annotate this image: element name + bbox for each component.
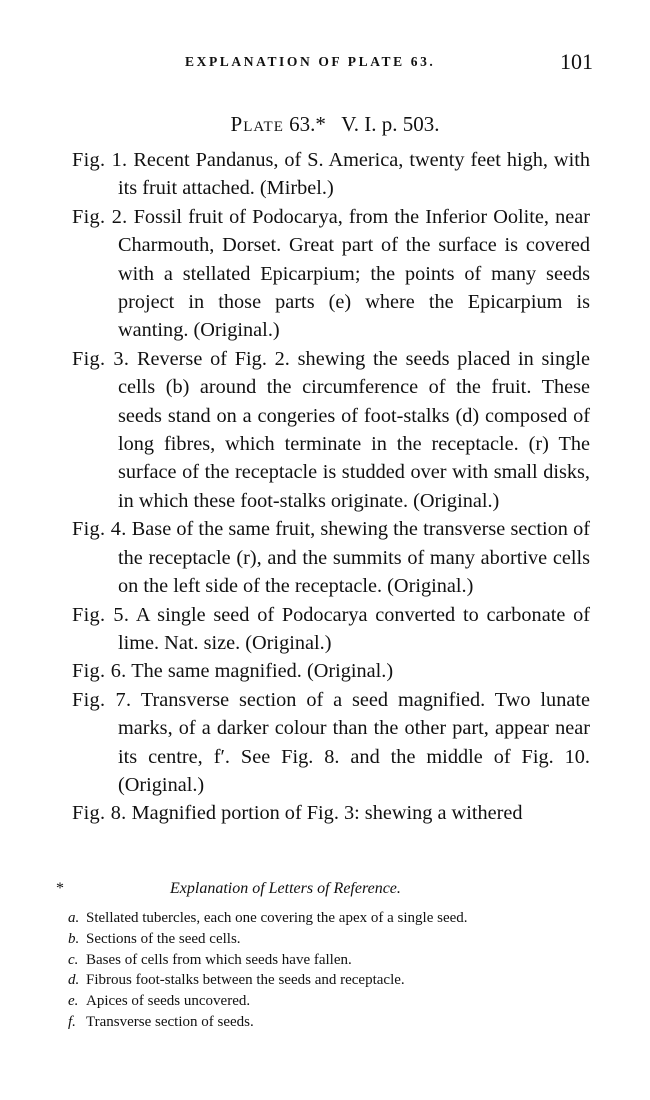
reference-letter: d.	[68, 972, 80, 989]
reference-item	[68, 908, 598, 929]
plate-label: Plate	[230, 112, 284, 136]
reference-text: Fibrous foot-stalks between the seeds and receptacle.	[86, 972, 405, 989]
plate-number: 63.*	[289, 112, 326, 136]
reference-letter: e.	[68, 993, 79, 1010]
figure-entry	[72, 345, 590, 515]
reference-text: Apices of seeds uncovered.	[86, 993, 251, 1010]
figure-label: Fig. 8.	[72, 802, 127, 825]
figure-text: Transverse section of a seed magnified. Two lunate marks, of a darker colour than the other part, appear near its centre, f′. See Fig. 8. and the middle of Fig. 10. (Original.)	[118, 688, 590, 796]
figure-entry	[72, 799, 590, 827]
figure-text: Base of the same fruit, shewing the transverse section of the receptacle (r), and the summits of many abortive cells on the left side of the receptacle. (Original.)	[118, 518, 590, 598]
reference-text: Stellated tubercles, each one covering the apex of a single seed.	[86, 910, 468, 926]
figure-text: A single seed of Podocarya converted to carbonate of lime. Nat. size. (Original.)	[118, 603, 590, 654]
figure-text: Recent Pandanus, of S. America, twenty feet high, with its fruit attached. (Mirbel.)	[118, 149, 590, 200]
figure-label: Fig. 2.	[72, 205, 128, 228]
reference-item	[68, 929, 598, 950]
plate-heading	[0, 112, 650, 137]
letters-of-reference	[68, 908, 598, 1033]
running-title: EXPLANATION OF PLATE 63.	[185, 54, 436, 69]
volume-reference: V. I. p. 503.	[341, 112, 440, 136]
reference-letter: c.	[68, 951, 79, 968]
page-header	[0, 50, 650, 80]
figure-text: Magnified portion of Fig. 3: shewing a withered	[131, 802, 523, 825]
reference-item	[68, 950, 598, 971]
figure-entry	[72, 601, 590, 658]
figure-entry	[72, 657, 590, 685]
figure-label: Fig. 6.	[72, 660, 127, 683]
figure-label: Fig. 3.	[72, 347, 130, 370]
reference-item	[68, 1012, 598, 1033]
figure-explanations	[72, 146, 590, 828]
figure-entry	[72, 686, 590, 800]
figure-label: Fig. 4.	[72, 518, 127, 541]
reference-text: Transverse section of seeds.	[86, 1013, 254, 1030]
figure-text: Reverse of Fig. 2. shewing the seeds placed in single cells (b) around the circumference of the fruit. These seeds stand on a congeries of foot-stalks (d) composed of long fibres, which terminate in the receptacle. (r) The surface of the receptacle is studded over with small disks, in which these foot-stalks originate. (Original.)	[118, 347, 590, 512]
figure-label: Fig. 5.	[72, 603, 130, 626]
figure-label: Fig. 1.	[72, 149, 128, 171]
reference-text: Sections of the seed cells.	[86, 930, 241, 947]
reference-letter: a.	[68, 910, 80, 926]
footnote-mark: *	[56, 880, 64, 897]
reference-letter: f.	[68, 1013, 76, 1030]
figure-entry	[72, 146, 590, 203]
page-number: 101	[560, 49, 593, 74]
reference-item	[68, 991, 598, 1012]
figure-entry	[72, 515, 590, 600]
reference-text: Bases of cells from which seeds have fallen.	[86, 951, 352, 968]
figure-entry	[72, 203, 590, 345]
figure-text: The same magnified. (Original.)	[131, 660, 394, 683]
footnote-title: Explanation of Letters of Reference.	[170, 880, 401, 897]
reference-letter: b.	[68, 930, 80, 947]
figure-text: Fossil fruit of Podocarya, from the Inferior Oolite, near Charmouth, Dorset. Great part of the surface is covered with a stellated Epicarpium; the points of many seeds project in those parts (e) where the Epicarpium is wanting. (Original.)	[118, 205, 590, 342]
figure-label: Fig. 7.	[72, 688, 132, 711]
reference-item	[68, 970, 598, 991]
